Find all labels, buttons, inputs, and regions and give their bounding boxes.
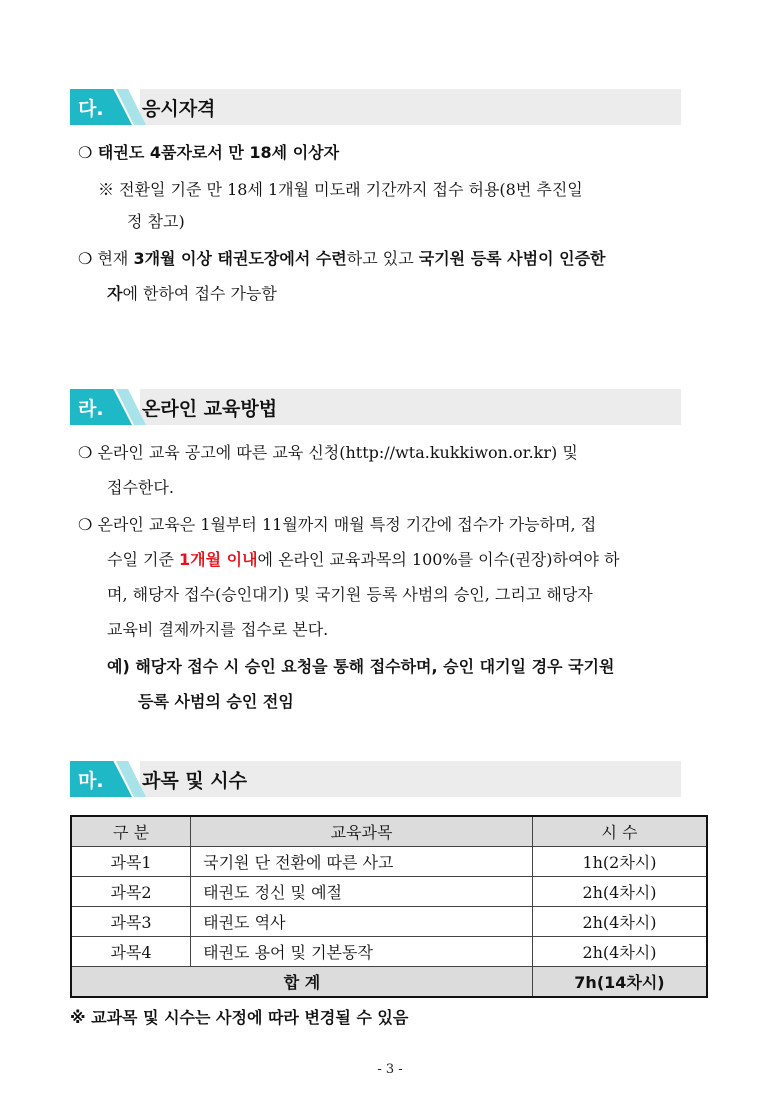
section-title: 과목 및 시수	[142, 770, 247, 792]
qualification-item-1-text: 태권도 4품자로서 만 18세 이상자	[97, 143, 340, 162]
qualification-note-line-2: 정 참고)	[127, 212, 185, 231]
cell-category: 과목2	[71, 877, 191, 907]
online-item-1-line-2: 접수한다.	[107, 478, 174, 497]
section-mark: 마.	[78, 770, 104, 792]
cell-category: 과목4	[71, 937, 191, 967]
table-row	[71, 937, 707, 967]
online-item-1-text: 온라인 교육 공고에 따른 교육 신청(http://wta.kukkiwon.or.kr) 및	[97, 443, 578, 462]
bullet-icon: ❍	[78, 143, 93, 162]
online-example-line-2: 등록 사범의 승인 전임	[138, 692, 294, 711]
online-item-1	[78, 443, 578, 463]
section-header-online-education	[70, 389, 681, 425]
section-title: 온라인 교육방법	[142, 398, 278, 420]
cell-hours: 2h(4차시)	[532, 877, 707, 907]
qualification-item-2-text-a: 현재	[97, 249, 134, 268]
qualification-item-2-text-b: 3개월 이상 태권도장에서 수련	[133, 249, 347, 268]
online-item-2-line-4: 교육비 결제까지를 접수로 본다.	[107, 620, 329, 639]
column-header-category: 구 분	[71, 816, 191, 847]
bullet-icon: ❍	[78, 515, 93, 534]
cell-category: 과목3	[71, 907, 191, 937]
section-header-subjects	[70, 761, 681, 797]
section-header-bar	[140, 89, 681, 125]
online-item-2-line-3: 며, 해당자 접수(승인대기) 및 국기원 등록 사범의 승인, 그리고 해당자	[107, 585, 593, 604]
total-label: 합 계	[71, 967, 532, 998]
qualification-item-2-line-2	[107, 284, 277, 304]
subjects-table	[70, 815, 708, 998]
section-mark: 다.	[78, 98, 104, 120]
total-value: 7h(14차시)	[532, 967, 707, 998]
online-example-line-1: 예) 해당자 접수 시 승인 요청을 통해 접수하며, 승인 대기일 경우 국기원	[107, 657, 615, 676]
table-row	[71, 907, 707, 937]
qualification-item-2-text-d: 국기원 등록 사범이 인증한	[418, 249, 606, 268]
section-mark: 라.	[78, 398, 104, 420]
bullet-icon: ❍	[78, 249, 93, 268]
bullet-icon: ❍	[78, 443, 93, 462]
column-header-hours: 시 수	[532, 816, 707, 847]
online-item-2-text-a: 수일 기준	[107, 550, 179, 569]
cell-subject: 태권도 역사	[191, 907, 533, 937]
column-header-subject: 교육과목	[191, 816, 533, 847]
qualification-note-line-1: ※ 전환일 기준 만 18세 1개월 미도래 기간까지 접수 허용(8번 추진일	[98, 180, 583, 199]
online-item-2-text-c: 에 온라인 교육과목의 100%를 이수(권장)하여야 하	[257, 550, 620, 569]
table-total-row	[71, 967, 707, 998]
cell-subject: 국기원 단 전환에 따른 사고	[191, 847, 533, 877]
online-item-2-highlight: 1개월 이내	[179, 550, 258, 569]
cell-category: 과목1	[71, 847, 191, 877]
subjects-note: ※ 교과목 및 시수는 사정에 따라 변경될 수 있음	[70, 1008, 409, 1027]
table-row	[71, 847, 707, 877]
qualification-item-2-text-e: 자	[107, 284, 123, 303]
qualification-item-1	[78, 143, 339, 163]
online-item-2-text: 온라인 교육은 1월부터 11월까지 매월 특정 기간에 접수가 가능하며, 접	[97, 515, 597, 534]
qualification-item-2	[78, 249, 606, 269]
cell-subject: 태권도 용어 및 기본동작	[191, 937, 533, 967]
table-header-row	[71, 816, 707, 847]
table-row	[71, 877, 707, 907]
section-header-qualification	[70, 89, 681, 125]
online-item-2-line-2	[107, 550, 619, 570]
cell-subject: 태권도 정신 및 예절	[191, 877, 533, 907]
online-item-2	[78, 515, 596, 535]
qualification-item-2-text-c: 하고 있고	[346, 249, 419, 268]
cell-hours: 1h(2차시)	[532, 847, 707, 877]
cell-hours: 2h(4차시)	[532, 937, 707, 967]
qualification-item-2-text-f: 에 한하여 접수 가능함	[122, 284, 277, 303]
section-title: 응시자격	[142, 98, 216, 120]
page-number: - 3 -	[377, 1062, 403, 1077]
cell-hours: 2h(4차시)	[532, 907, 707, 937]
